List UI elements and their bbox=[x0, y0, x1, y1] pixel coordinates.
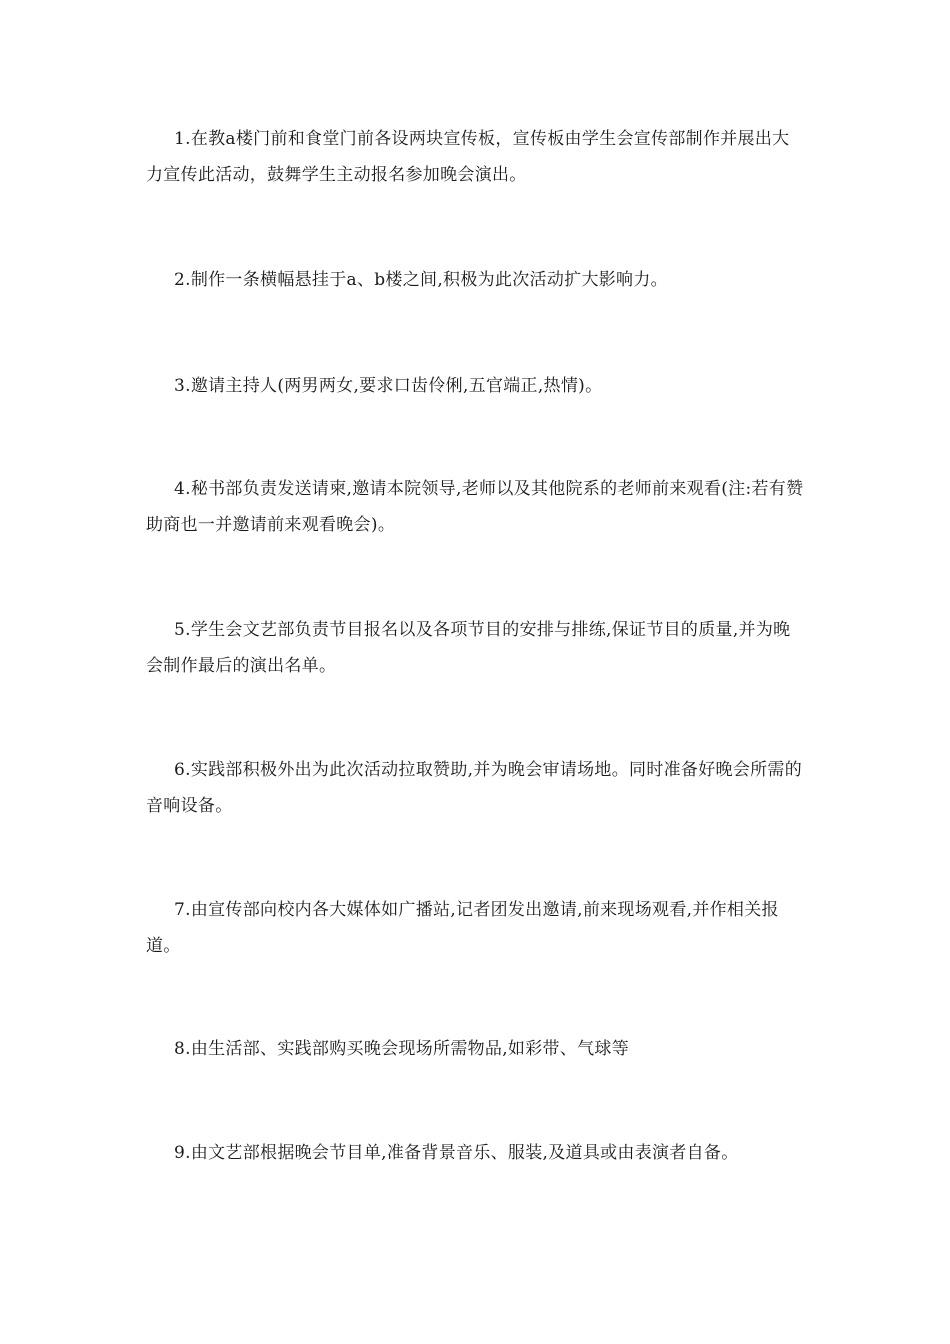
paragraph-8: 8.由生活部、实践部购买晚会现场所需物品,如彩带、气球等 bbox=[174, 1039, 630, 1059]
paragraph-2: 2.制作一条横幅悬挂于a、b楼之间,积极为此次活动扩大影响力。 bbox=[174, 270, 668, 290]
paragraph-3: 3.邀请主持人(两男两女,要求口齿伶俐,五官端正,热情)。 bbox=[174, 376, 603, 396]
paragraph-5: 5.学生会文艺部负责节目报名以及各项节目的安排与排练,保证节目的质量,并为晚会制作最后的演出名单。 bbox=[146, 620, 791, 676]
paragraph-6: 6.实践部积极外出为此次活动拉取赞助,并为晚会审请场地。同时准备好晚会所需的音响设备。 bbox=[146, 760, 803, 816]
paragraph-4: 4.秘书部负责发送请柬,邀请本院领导,老师以及其他院系的老师前来观看(注:若有赞助商也一并邀请前来观看晚会)。 bbox=[146, 479, 804, 535]
paragraph-9: 9.由文艺部根据晚会节目单,准备背景音乐、服装,及道具或由表演者自备。 bbox=[174, 1143, 739, 1163]
paragraph-7: 7.由宣传部向校内各大媒体如广播站,记者团发出邀请,前来现场观看,并作相关报道。 bbox=[146, 900, 779, 956]
paragraph-1: 1.在教a楼门前和食堂门前各设两块宣传板，宣传板由学生会宣传部制作并展出大力宣传此活动，鼓舞学生主动报名参加晚会演出。 bbox=[146, 129, 790, 185]
